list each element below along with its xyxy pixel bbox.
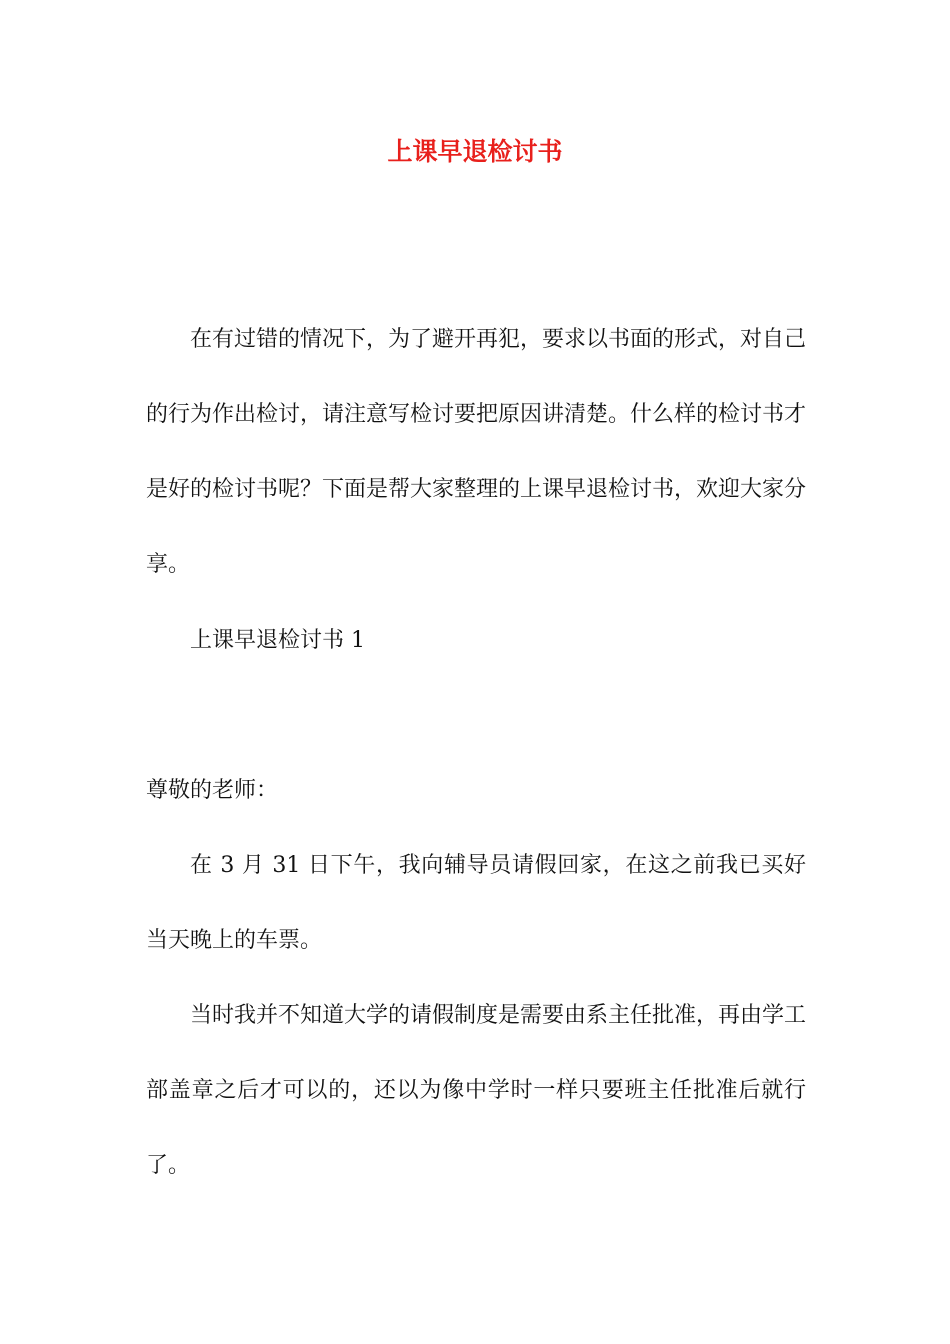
- body-paragraph: 当时我并不知道大学的请假制度是需要由系主任批准，再由学工部盖章之后才可以的，还以为像中学时一样只要班主任批准后就行了。: [146, 1003, 807, 1178]
- intro-paragraph: 在有过错的情况下，为了避开再犯，要求以书面的形式，对自己的行为作出检讨，请注意写检讨要把原因讲清楚。什么样的检讨书才是好的检讨书呢？下面是帮大家整理的上课早退检讨书，欢迎大家分享。: [146, 327, 807, 577]
- salutation: 尊敬的老师：: [146, 778, 279, 803]
- document-title: 上课早退检讨书: [387, 137, 563, 166]
- section-heading: 上课早退检讨书 1: [190, 628, 365, 653]
- body-paragraph: 在 3 月 31 日下午，我向辅导员请假回家，在这之前我已买好当天晚上的车票。: [146, 853, 806, 953]
